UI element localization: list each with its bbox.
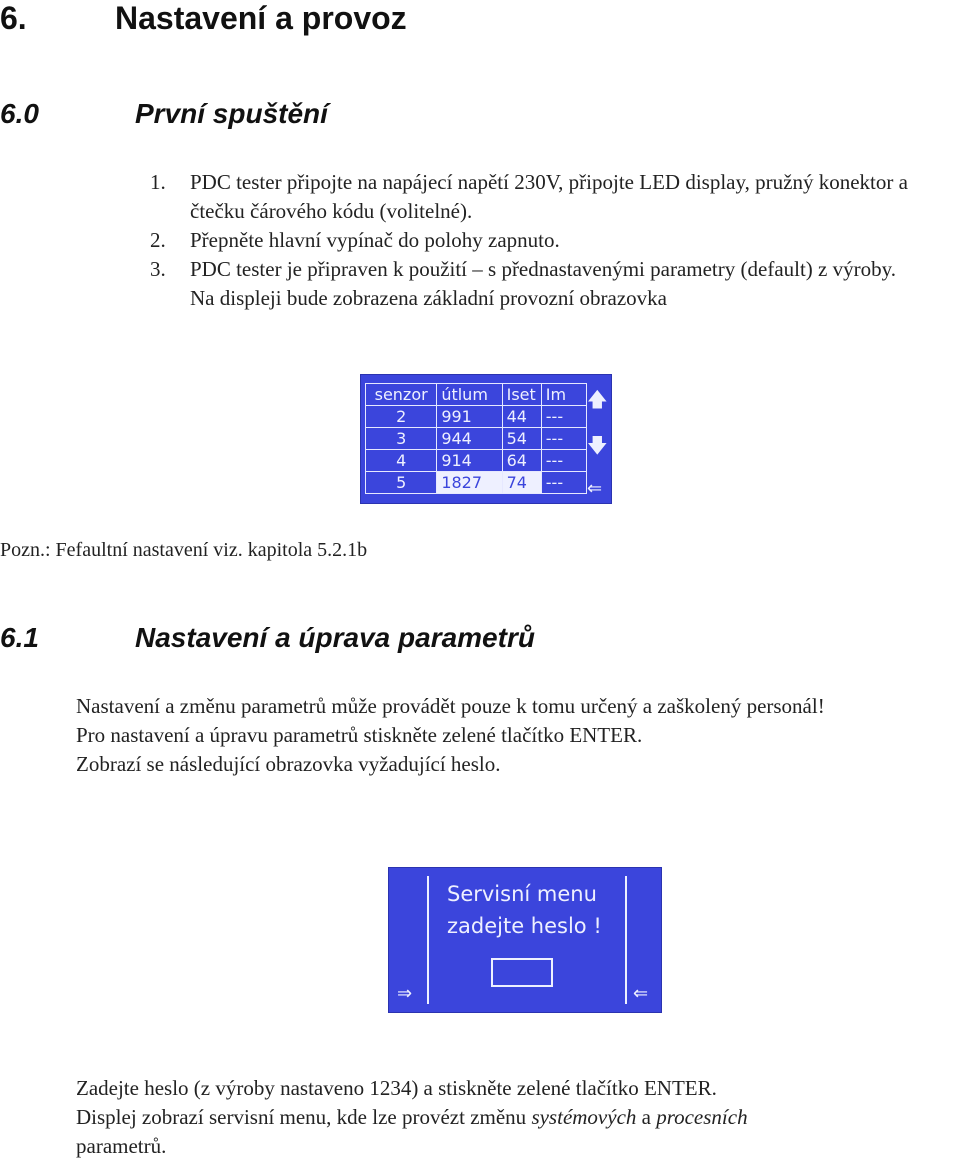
section-title: Nastavení a úprava parametrů xyxy=(135,622,535,653)
divider-left xyxy=(427,876,429,1004)
table-cell: 64 xyxy=(502,450,541,472)
table-cell: 4 xyxy=(366,450,437,472)
section-number: 6.0 xyxy=(0,98,39,129)
table-cell: 991 xyxy=(437,406,502,428)
password-box xyxy=(491,958,553,987)
paragraph-line: Zadejte heslo (z výroby nastaveno 1234) a stiskněte zelené tlačítko ENTER. xyxy=(76,1076,717,1100)
text-span: a xyxy=(636,1105,657,1129)
note-text: Pozn.: Fefaultní nastavení viz. kapitola 5.2.1b xyxy=(0,539,368,561)
list-item xyxy=(150,255,960,313)
table-cell: 3 xyxy=(366,428,437,450)
text-span: Displej zobrazí servisní menu, kde lze provézt změnu xyxy=(76,1105,532,1129)
list-item-text: PDC tester je připraven k použití – s přednastavenými parametry (default) z výroby. Na displeji bude zobrazena základní provozní obrazovka xyxy=(190,257,897,310)
table-row xyxy=(366,450,587,472)
table-cell: 2 xyxy=(366,406,437,428)
service-title: Servisní menu xyxy=(447,882,597,906)
arrow-down-icon: 🡇 xyxy=(587,433,608,457)
list-item-number: 1. xyxy=(150,170,166,194)
list-item-number: 2. xyxy=(150,228,166,252)
header-cell: útlum xyxy=(437,384,502,406)
divider-right xyxy=(625,876,627,1004)
header-cell: senzor xyxy=(366,384,437,406)
section-number: 6.1 xyxy=(0,622,39,653)
table-cell-highlighted: 74 xyxy=(502,472,541,494)
list-item-text: PDC tester připojte na napájecí napětí 230V, připojte LED display, pružný konektor a čtečku čárového kódu (volitelné). xyxy=(190,170,908,223)
steps-list xyxy=(150,168,960,313)
table-cell: 914 xyxy=(437,450,502,472)
service-prompt: zadejte heslo ! xyxy=(447,914,602,938)
paragraph-line xyxy=(76,1103,936,1132)
table-cell: --- xyxy=(541,472,586,494)
table-row xyxy=(366,428,587,450)
table-cell: --- xyxy=(541,428,586,450)
table-cell-highlighted: 1827 xyxy=(437,472,502,494)
table-cell: --- xyxy=(541,406,586,428)
section-title: První spuštění xyxy=(135,98,328,129)
list-item xyxy=(150,168,960,226)
section-heading-6-1 xyxy=(0,622,700,654)
enter-icon: ⇐ xyxy=(587,478,603,499)
table-cell: 54 xyxy=(502,428,541,450)
enter-icon: ⇐ xyxy=(633,983,649,1004)
final-paragraph xyxy=(76,1074,936,1161)
section-body xyxy=(76,692,906,779)
list-item-text: Přepněte hlavní vypínač do polohy zapnuto. xyxy=(190,228,560,252)
table-row xyxy=(366,406,587,428)
paragraph: Nastavení a změnu parametrů může provádět pouze k tomu určený a zaškolený personál! xyxy=(76,694,825,718)
table-cell: 5 xyxy=(366,472,437,494)
chapter-number: 6. xyxy=(0,0,27,36)
arrow-up-icon: 🡅 xyxy=(587,387,608,411)
list-item xyxy=(150,226,960,255)
display-screenshot-service xyxy=(388,867,662,1013)
chapter-heading xyxy=(0,0,407,37)
italic-term: procesních xyxy=(656,1105,748,1129)
paragraph-line: parametrů. xyxy=(76,1134,167,1158)
table-row xyxy=(366,472,587,494)
table-cell: --- xyxy=(541,450,586,472)
italic-term: systémových xyxy=(531,1105,637,1129)
table-cell: 944 xyxy=(437,428,502,450)
section-heading-6-0 xyxy=(0,98,600,130)
header-cell: Im xyxy=(541,384,586,406)
sensor-table xyxy=(365,383,587,494)
table-cell: 44 xyxy=(502,406,541,428)
list-item-number: 3. xyxy=(150,257,166,281)
exit-icon: ⇒ xyxy=(397,983,413,1004)
paragraph: Zobrazí se následující obrazovka vyžadující heslo. xyxy=(76,752,501,776)
chapter-title: Nastavení a provoz xyxy=(115,0,407,36)
table-header-row xyxy=(366,384,587,406)
header-cell: Iset xyxy=(502,384,541,406)
paragraph: Pro nastavení a úpravu parametrů stiskněte zelené tlačítko ENTER. xyxy=(76,723,643,747)
display-screenshot-table xyxy=(360,374,612,504)
